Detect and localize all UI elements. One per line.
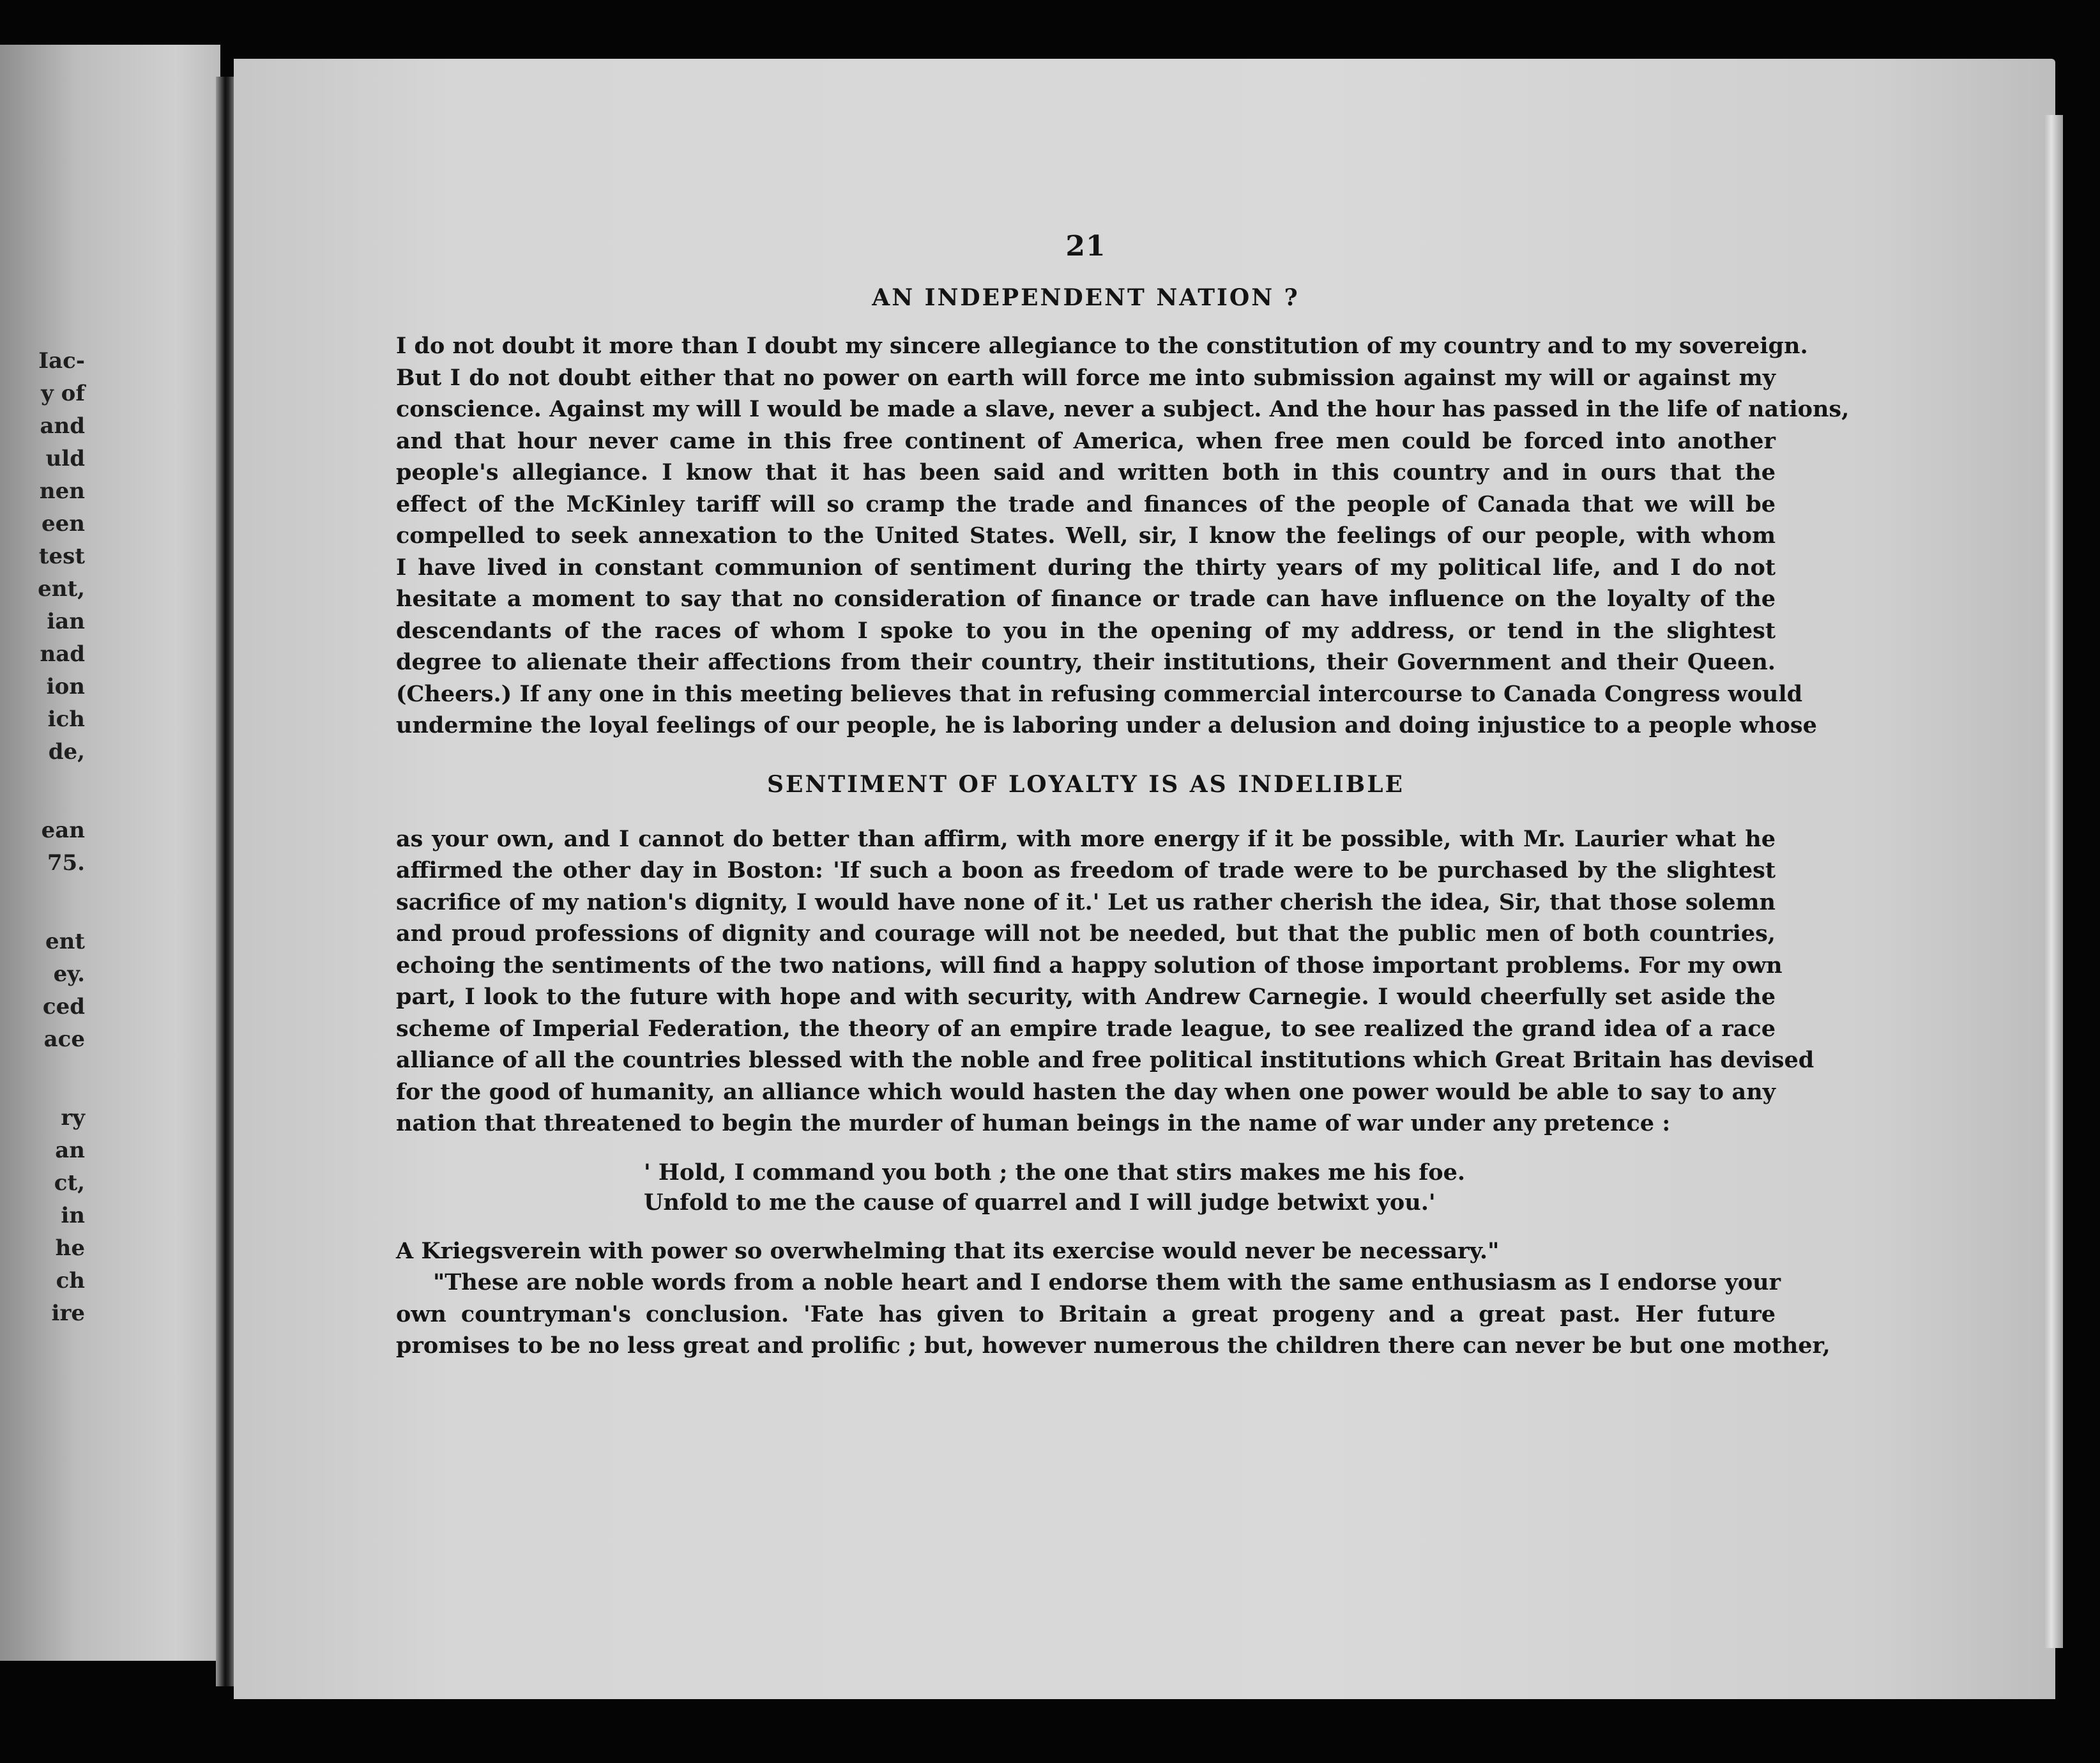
previous-page-fragment: an [55, 1138, 85, 1163]
page-number: 21 [1065, 230, 1106, 263]
text-line: alliance of all the countries blessed with the noble and free political institutions which Great Britain has devised [396, 1047, 1815, 1073]
previous-page-fragment: uld [45, 446, 85, 471]
previous-page-fragment: ace [43, 1027, 85, 1052]
section-heading-independent-nation: AN INDEPENDENT NATION ? [872, 284, 1300, 311]
previous-page-fragment: ch [56, 1268, 85, 1294]
previous-page-fragment: ian [47, 609, 85, 634]
paragraph-allegiance [396, 330, 1850, 742]
previous-page-fragment: ean [41, 818, 85, 843]
previous-page-fragment: ich [47, 706, 85, 732]
text-line: affirmed the other day in Boston: 'If such a boon as freedom of trade were to be purchased by the slightest [396, 857, 1776, 883]
text-line: I have lived in constant communion of sentiment during the thirty years of my political life, and I do not [396, 554, 1776, 581]
previous-page-fragment: 75. [47, 850, 85, 876]
page-content [396, 230, 1850, 1362]
previous-page-fragment: ced [42, 994, 85, 1019]
page-stack-edge [2044, 115, 2063, 1648]
text-line: But I do not doubt either that no power on earth will force me into submission against my will or against my [396, 364, 1776, 391]
previous-page-fragment: ry [61, 1105, 85, 1131]
text-line: as your own, and I cannot do better than affirm, with more energy if it be possible, with Mr. Laurier what he [396, 825, 1776, 852]
text-line: undermine the loyal feelings of our people, he is laboring under a delusion and doing injustice to a people whose [396, 712, 1817, 738]
section-heading-sentiment-of-loyalty: SENTIMENT OF LOYALTY IS AS INDELIBLE [767, 770, 1404, 798]
verse-line: ' Hold, I command you both ; the one that stirs makes me his foe. [644, 1159, 1466, 1186]
text-line: I do not doubt it more than I doubt my sincere allegiance to the constitution of my country and to my sovereign. [396, 333, 1808, 359]
text-line: nation that threatened to begin the murder of human beings in the name of war under any pretence : [396, 1110, 1671, 1136]
text-line: hesitate a moment to say that no consideration of finance or trade can have influence on the loyalty of the [396, 586, 1776, 612]
paragraph-kriegsverein [396, 1235, 1776, 1267]
text-line: (Cheers.) If any one in this meeting believes that in refusing commercial intercourse to Canada Congress would [396, 680, 1803, 707]
previous-page-fragment: he [55, 1235, 85, 1261]
text-line: for the good of humanity, an alliance which would hasten the day when one power would be able to say to any [396, 1078, 1776, 1105]
text-line: people's allegiance. I know that it has been said and written both in this country and in ours that the [396, 459, 1776, 485]
previous-page-fragment: ire [51, 1301, 85, 1326]
text-line: part, I look to the future with hope and with security, with Andrew Carnegie. I would cheerfully set aside the [396, 984, 1776, 1010]
previous-page-fragment: and [40, 413, 85, 439]
previous-page-fragment [38, 1056, 85, 1102]
previous-page-fragment [38, 768, 85, 814]
text-line: and proud professions of dignity and courage will not be needed, but that the public men of both countries, [396, 920, 1776, 947]
text-line: promises to be no less great and prolific ; but, however numerous the children there can never be but one mother, [396, 1332, 1830, 1359]
previous-page-fragment [38, 880, 85, 926]
text-line: own countryman's conclusion. 'Fate has given to Britain a great progeny and a great past. Her future [396, 1301, 1776, 1327]
previous-page-fragment: ey. [53, 961, 85, 987]
previous-page-fragment: ent, [38, 576, 85, 602]
previous-page-fragment: nad [40, 641, 85, 667]
paragraph-laurier-carnegie [396, 823, 1815, 1140]
previous-page-fragment: ion [46, 674, 85, 699]
paragraph-noble-words [396, 1267, 1830, 1362]
previous-page-fragment: y of [41, 381, 85, 406]
text-line: compelled to seek annexation to the United States. Well, sir, I know the feelings of our people, with whom [396, 523, 1776, 549]
verse-line: Unfold to me the cause of quarrel and I will judge betwixt you.' [644, 1189, 1436, 1216]
text-line: and that hour never came in this free continent of America, when free men could be forced into another [396, 427, 1776, 454]
text-line: degree to alienate their affections from their country, their institutions, their Government and their Queen. [396, 649, 1776, 675]
previous-page-text-fragments [38, 345, 85, 1330]
previous-page-edge [0, 45, 220, 1661]
previous-page-fragment: in [61, 1203, 85, 1228]
text-line: conscience. Against my will I would be made a slave, never a subject. And the hour has passed in the life of nations, [396, 396, 1850, 422]
previous-page-fragment: test [38, 544, 85, 569]
text-line: descendants of the races of whom I spoke to you in the opening of my address, or tend in the slightest [396, 617, 1776, 644]
previous-page-fragment: Iac- [38, 348, 85, 374]
text-line: "These are noble words from a noble heart and I endorse them with the same enthusiasm as I endorse your [433, 1269, 1781, 1295]
text-line: A Kriegsverein with power so overwhelming that its exercise would never be necessary." [396, 1237, 1500, 1264]
previous-page-fragment: nen [39, 478, 85, 504]
text-line: sacrifice of my nation's dignity, I would have none of it.' Let us rather cherish the idea, Sir, that those solemn [396, 889, 1776, 915]
previous-page-fragment: ent [45, 929, 85, 954]
previous-page-fragment: de, [48, 739, 85, 765]
text-line: scheme of Imperial Federation, the theory of an empire trade league, to see realized the grand idea of a race [396, 1015, 1776, 1042]
quoted-verse [644, 1157, 1776, 1217]
text-line: echoing the sentiments of the two nations, will find a happy solution of those important problems. For my own [396, 952, 1783, 979]
text-line: effect of the McKinley tariff will so cramp the trade and finances of the people of Canada that we will be [396, 491, 1776, 517]
previous-page-fragment: ct, [54, 1170, 85, 1196]
previous-page-fragment: een [42, 511, 85, 537]
